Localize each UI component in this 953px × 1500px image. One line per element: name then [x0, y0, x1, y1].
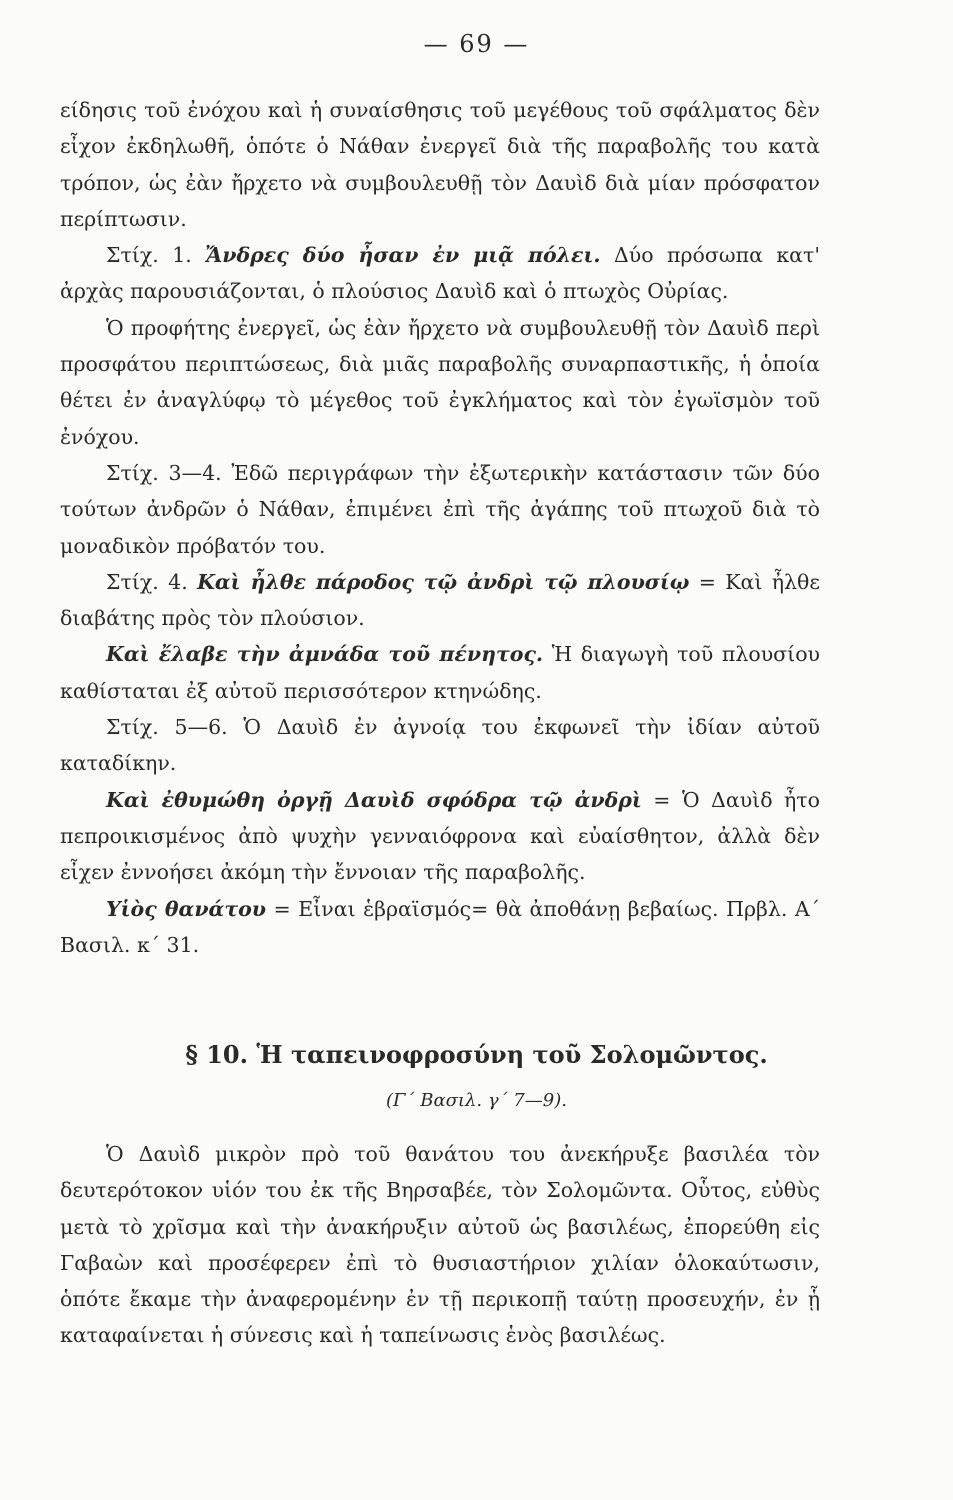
bold-italic-quote: Ἄνδρες δύο ἦσαν ἐν μιᾷ πόλει. [205, 243, 601, 268]
bold-italic-quote: Καὶ ἐθυμώθη ὀργῇ Δαυὶδ σφόδρα τῷ ἀνδρὶ [106, 787, 642, 812]
text-run: Στίχ. 5—6. Ὁ Δαυὶδ ἐν ἀγνοίᾳ του ἐκφωνεῖ τὴν ἰδίαν αὐτοῦ καταδίκην. [60, 715, 820, 776]
bold-italic-quote: Καὶ ἔλαβε τὴν ἀμνάδα τοῦ πένητος. [106, 642, 544, 667]
paragraph [60, 455, 820, 564]
text-run: = Καὶ ἦλθε διαβάτης πρὸς τὸν πλούσιον. [60, 569, 820, 631]
paragraph [60, 92, 820, 237]
paragraph: Ὁ Δαυὶδ μικρὸν πρὸ τοῦ θανάτου του ἀνεκήρυξε βασιλέα τὸν δευτερότοκον υἱόν του ἐκ τῆς Βηρσαβέε, τὸν Σολομῶντα. Οὗτος, εὐθὺς μετὰ τὸ χρῖσμα καὶ τὴν ἀνακήρυξιν αὐτοῦ ὡς βασιλέως, ἐπορεύθη εἰς Γαβαὼν καὶ προσέφερεν ἐπὶ τὸ θυσιαστήριον χιλίαν ὁλοκαύτωσιν, ὁπότε ἔκαμε τὴν ἀναφερομένην ἐν τῇ περικοπῇ ταύτῃ προσευχήν, ἐν ᾗ καταφαίνεται ἡ σύνεσις καὶ ἡ ταπείνωσις ἑνὸς βασιλέως. [60, 1142, 820, 1348]
text-run: = Ὁ Δαυὶδ ἦτο πεπροικισμένος ἀπὸ ψυχὴν γενναιόφρονα καὶ εὐαίσθητον, ἀλλὰ δὲν εἶχεν ἐννοήσει ἀκόμη τὴν ἔννοιαν τῆς παραβολῆς. [60, 787, 820, 885]
text-run: = Εἶναι ἑβραϊσμός= θὰ ἀποθάνῃ βεβαίως. Πρβλ. Α΄ Βασιλ. κ΄ 31. [60, 896, 820, 957]
section-heading: § 10. Ἡ ταπεινοφροσύνη τοῦ Σολομῶντος. [185, 1040, 768, 1069]
text-run: Στίχ. 4. [106, 569, 198, 594]
paragraph [60, 310, 820, 455]
section-body [60, 1136, 820, 1354]
bold-italic-quote: Υἱὸς θανάτου [106, 896, 267, 921]
text-run: Δύο πρόσωπα κατ' ἀρχὰς παρουσιάζονται, ὁ πλούσιος Δαυὶδ καὶ ὁ πτωχὸς Οὐρίας. [60, 243, 820, 304]
text-run: Ὁ προφήτης ἐνεργεῖ, ὡς ἐὰν ἤρχετο νὰ συμβουλευθῇ τὸν Δαυὶδ περὶ προσφάτου περιπτώσεως, διὰ μιᾶς παραβολῆς συναρπαστικῆς, ἡ ὁποία θέτει ἐν ἀναγλύφῳ τὸ μέγεθος τοῦ ἐγκλήματος καὶ τὸν ἐγωϊσμὸν τοῦ ἐνόχου. [60, 315, 820, 449]
paragraph [60, 782, 820, 891]
text-run: Στίχ. 3—4. Ἐδῶ περιγράφων τὴν ἐξωτερικὴν κατάστασιν τῶν δύο τούτων ἀνδρῶν ὁ Νάθαν, ἐπιμένει ἐπὶ τῆς ἀγάπης τοῦ πτωχοῦ διὰ τὸ μοναδικὸν πρόβατόν του. [60, 460, 820, 558]
body-text [60, 92, 820, 963]
paragraph [60, 636, 820, 709]
paragraph [60, 564, 820, 637]
bold-italic-quote: Καὶ ἦλθε πάροδος τῷ ἀνδρὶ τῷ πλουσίῳ [197, 569, 690, 594]
text-run: Ἡ διαγωγὴ τοῦ πλουσίου καθίσταται ἐξ αὐτοῦ περισσότερον κτηνώδης. [60, 642, 820, 703]
section-subheading: (Γ΄ Βασιλ. γ΄ 7—9). [386, 1090, 567, 1111]
paragraph [60, 891, 820, 964]
page-number: — 69 — [423, 30, 530, 58]
text-run: είδησις τοῦ ἐνόχου καὶ ἡ συναίσθησις τοῦ μεγέθους τοῦ σφάλματος δὲν εἶχον ἐκδηλωθῆ, ὁπότε ὁ Νάθαν ἐνεργεῖ διὰ τῆς παραβολῆς του κατὰ τρόπον, ὡς ἐὰν ἤρχετο νὰ συμβουλευθῇ τὸν Δαυὶδ διὰ μίαν πρόσφατον περίπτωσιν. [60, 98, 820, 231]
paragraph [60, 709, 820, 782]
paragraph [60, 237, 820, 310]
text-run: Στίχ. 1. [106, 243, 206, 268]
